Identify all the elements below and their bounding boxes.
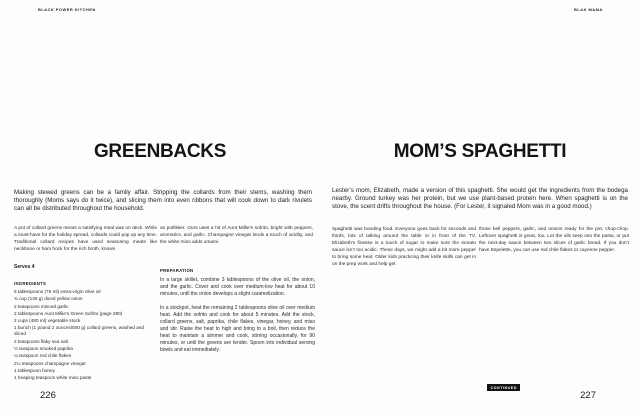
- preparation-step-1: In a large skillet, combine 3 tablespoons of the olive oil, the onion, and the garlic. Cover and cook over medium-low heat for about 10 minutes, until the onion develops a slight caramelization.: [160, 277, 315, 297]
- ingredient-item: 2 tablespoons Aunt Millie’s Green Sofrito (page 290): [14, 310, 123, 316]
- recipe-intro-moms-spaghetti: Lester’s mom, Elizabeth, made a version of this spaghetti. She would get the ingredients from the bodega nearby. Ground turkey was her protein, but we use plant-based protein here. When spaghetti is on the stove, the scent drifts throughout the house. (For Lester, it signaled Mom was in a good mood.): [332, 187, 628, 210]
- ingredients-heading: INGREDIENTS: [14, 281, 47, 286]
- ingredient-item: 1 bunch (1 pound 2 ounces/500 g) collard greens, washed and sliced: [14, 325, 145, 337]
- ingredient-item: 2 cups (480 ml) vegetable stock: [14, 318, 81, 324]
- page-number-right: 227: [580, 390, 596, 401]
- ingredient-item: ¼ teaspoon red chile flakes: [14, 353, 72, 359]
- page-right-moms-spaghetti: [320, 0, 640, 414]
- ingredient-item: ½ teaspoon smoked paprika: [14, 345, 73, 351]
- body-column-1: A pot of collard greens meant a satisfying meal was on deck. While a must-have for the holiday spread, collards could pop up any time. Traditional collard recipes have used seasoning meats like neckbone or ham hock for the rich broth, known: [14, 226, 157, 252]
- ingredient-item: 5 tablespoons (75 ml) extra-virgin olive oil: [14, 289, 101, 294]
- ingredients-list: [14, 289, 156, 382]
- ingredient-item: ¾ cup (145 g) diced yellow onion: [14, 296, 83, 302]
- body-column-2: those bell peppers, garlic, and onions ready for the pot, chop-chop. Leftover spaghetti is great, too. Let the oils seep into the pasta, or put the next-day sauce between two slices of garlic bread. If you don’t have Espelette, you can use red chile flakes or cayenne pepper.: [479, 227, 629, 253]
- ingredient-item: 2 teaspoons flaky sea salt: [14, 338, 68, 344]
- running-head-book-title: BLACK POWER KITCHEN: [38, 7, 96, 12]
- recipe-intro-greenbacks: Making stewed greens can be a family affair. Stripping the collards from their stems, washing them thoroughly (Moms says do it twice), and slicing them into even ribbons that will cook down to dark rivulets can all be distributed throughout the household.: [14, 189, 312, 212]
- serves-label: Serves 4: [14, 264, 35, 270]
- preparation-step-2: In a stockpot, heat the remaining 2 tablespoons olive oil over medium heat. Add the sofrito and cook for about 5 minutes. Add the stock, collard greens, salt, paprika, chile flakes, vinegar, honey, and miso and stir. Raise the heat to high and bring to a boil, then reduce the heat to maintain a simmer and cook, stirring occasionally, for 90 minutes, or until the greens are tender. Spoon into individual serving bowls and eat immediately.: [160, 305, 315, 353]
- continued-badge: CONTINUED: [487, 384, 520, 391]
- ingredient-item: 1 heaping teaspoon white miso paste: [14, 375, 92, 381]
- running-head-chapter: BLAK MAMA: [574, 7, 603, 12]
- ingredient-item: 1 tablespoon honey: [14, 367, 55, 373]
- body-column-2: as potlikker. Ours uses a hit of Aunt Millie’s sofrito, bright with peppers, aromatics, and garlic. Champagne vinegar lends a touch of acidity, and the white miso adds umami.: [160, 226, 313, 245]
- recipe-title-greenbacks: GREENBACKS: [93, 141, 227, 162]
- ingredient-item: 2 teaspoons minced garlic: [14, 303, 69, 309]
- recipe-title-moms-spaghetti: MOM’S SPAGHETTI: [393, 141, 567, 162]
- preparation-heading: PREPARATION: [160, 268, 194, 273]
- body-column-1: Spaghetti was bonding food. Everyone goes back for seconds and thirds, lots of talking around the table or in front of the TV. Elizabeth’s finesse is a touch of sugar to make sure the tomato sauce isn’t too acidic. These days, we might add a bit more pepper to bring some heat. Older kids practicing their knife skills can get in on the prep work and help get: [332, 227, 476, 267]
- page-number-left: 226: [40, 390, 56, 401]
- ingredient-item: 2¼ teaspoons champagne vinegar: [14, 360, 86, 366]
